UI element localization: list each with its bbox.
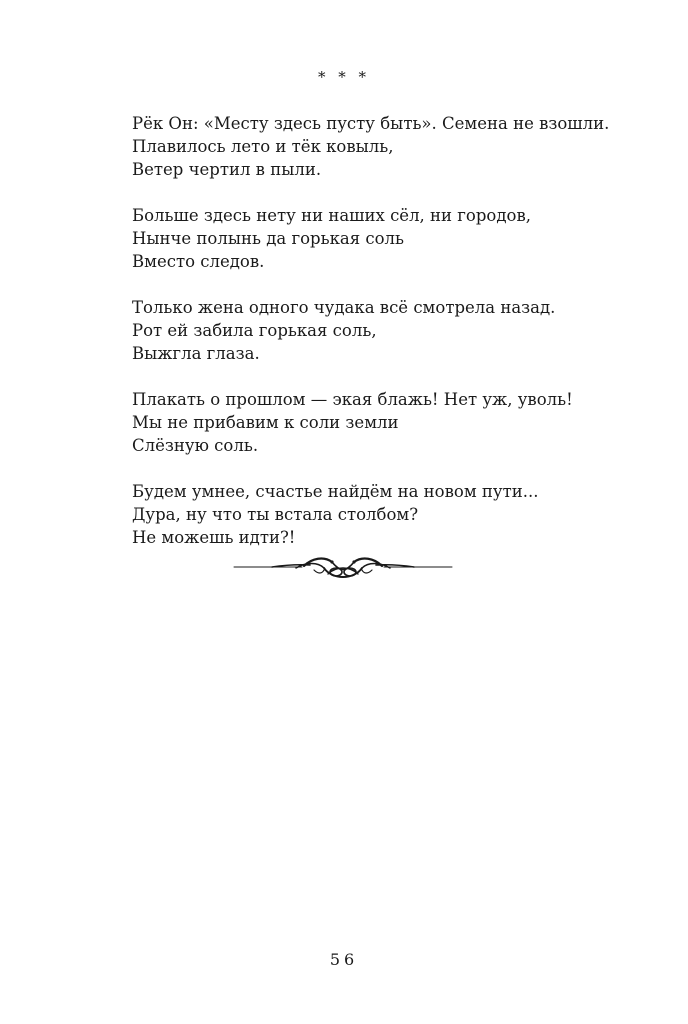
poem-line: Ветер чертил в пыли. (132, 160, 322, 179)
poem-line: Рот ей забила горькая соль, (132, 321, 377, 340)
poem-line: Выжгла глаза. (132, 344, 260, 363)
poem-line: Больше здесь нету ни наших сёл, ни городов, (132, 206, 531, 225)
poem-line: Не можешь идти?! (132, 528, 296, 547)
poem (132, 112, 632, 572)
poem-line: Будем умнее, счастье найдём на новом пути... (132, 482, 539, 501)
stanza (132, 112, 632, 181)
poem-line: Вместо следов. (132, 252, 265, 271)
stanza (132, 388, 632, 457)
poem-line: Слёзную соль. (132, 436, 259, 455)
stanza (132, 204, 632, 273)
section-mark: * * * (317, 68, 371, 86)
poem-line: Рёк Он: «Месту здесь пусту быть». Семена не взошли. (132, 114, 610, 133)
poem-line: Плавилось лето и тёк ковыль, (132, 137, 394, 156)
flourish-divider-icon (232, 550, 454, 584)
stanza (132, 296, 632, 365)
poem-line: Мы не прибавим к соли земли (132, 413, 399, 432)
poem-line: Нынче полынь да горькая соль (132, 229, 405, 248)
poem-line: Дура, ну что ты встала столбом? (132, 505, 419, 524)
stanza (132, 480, 632, 549)
poem-line: Плакать о прошлом — экая блажь! Нет уж, уволь! (132, 390, 573, 409)
poem-line: Только жена одного чудака всё смотрела назад. (132, 298, 556, 317)
page-number: 56 (329, 950, 359, 969)
